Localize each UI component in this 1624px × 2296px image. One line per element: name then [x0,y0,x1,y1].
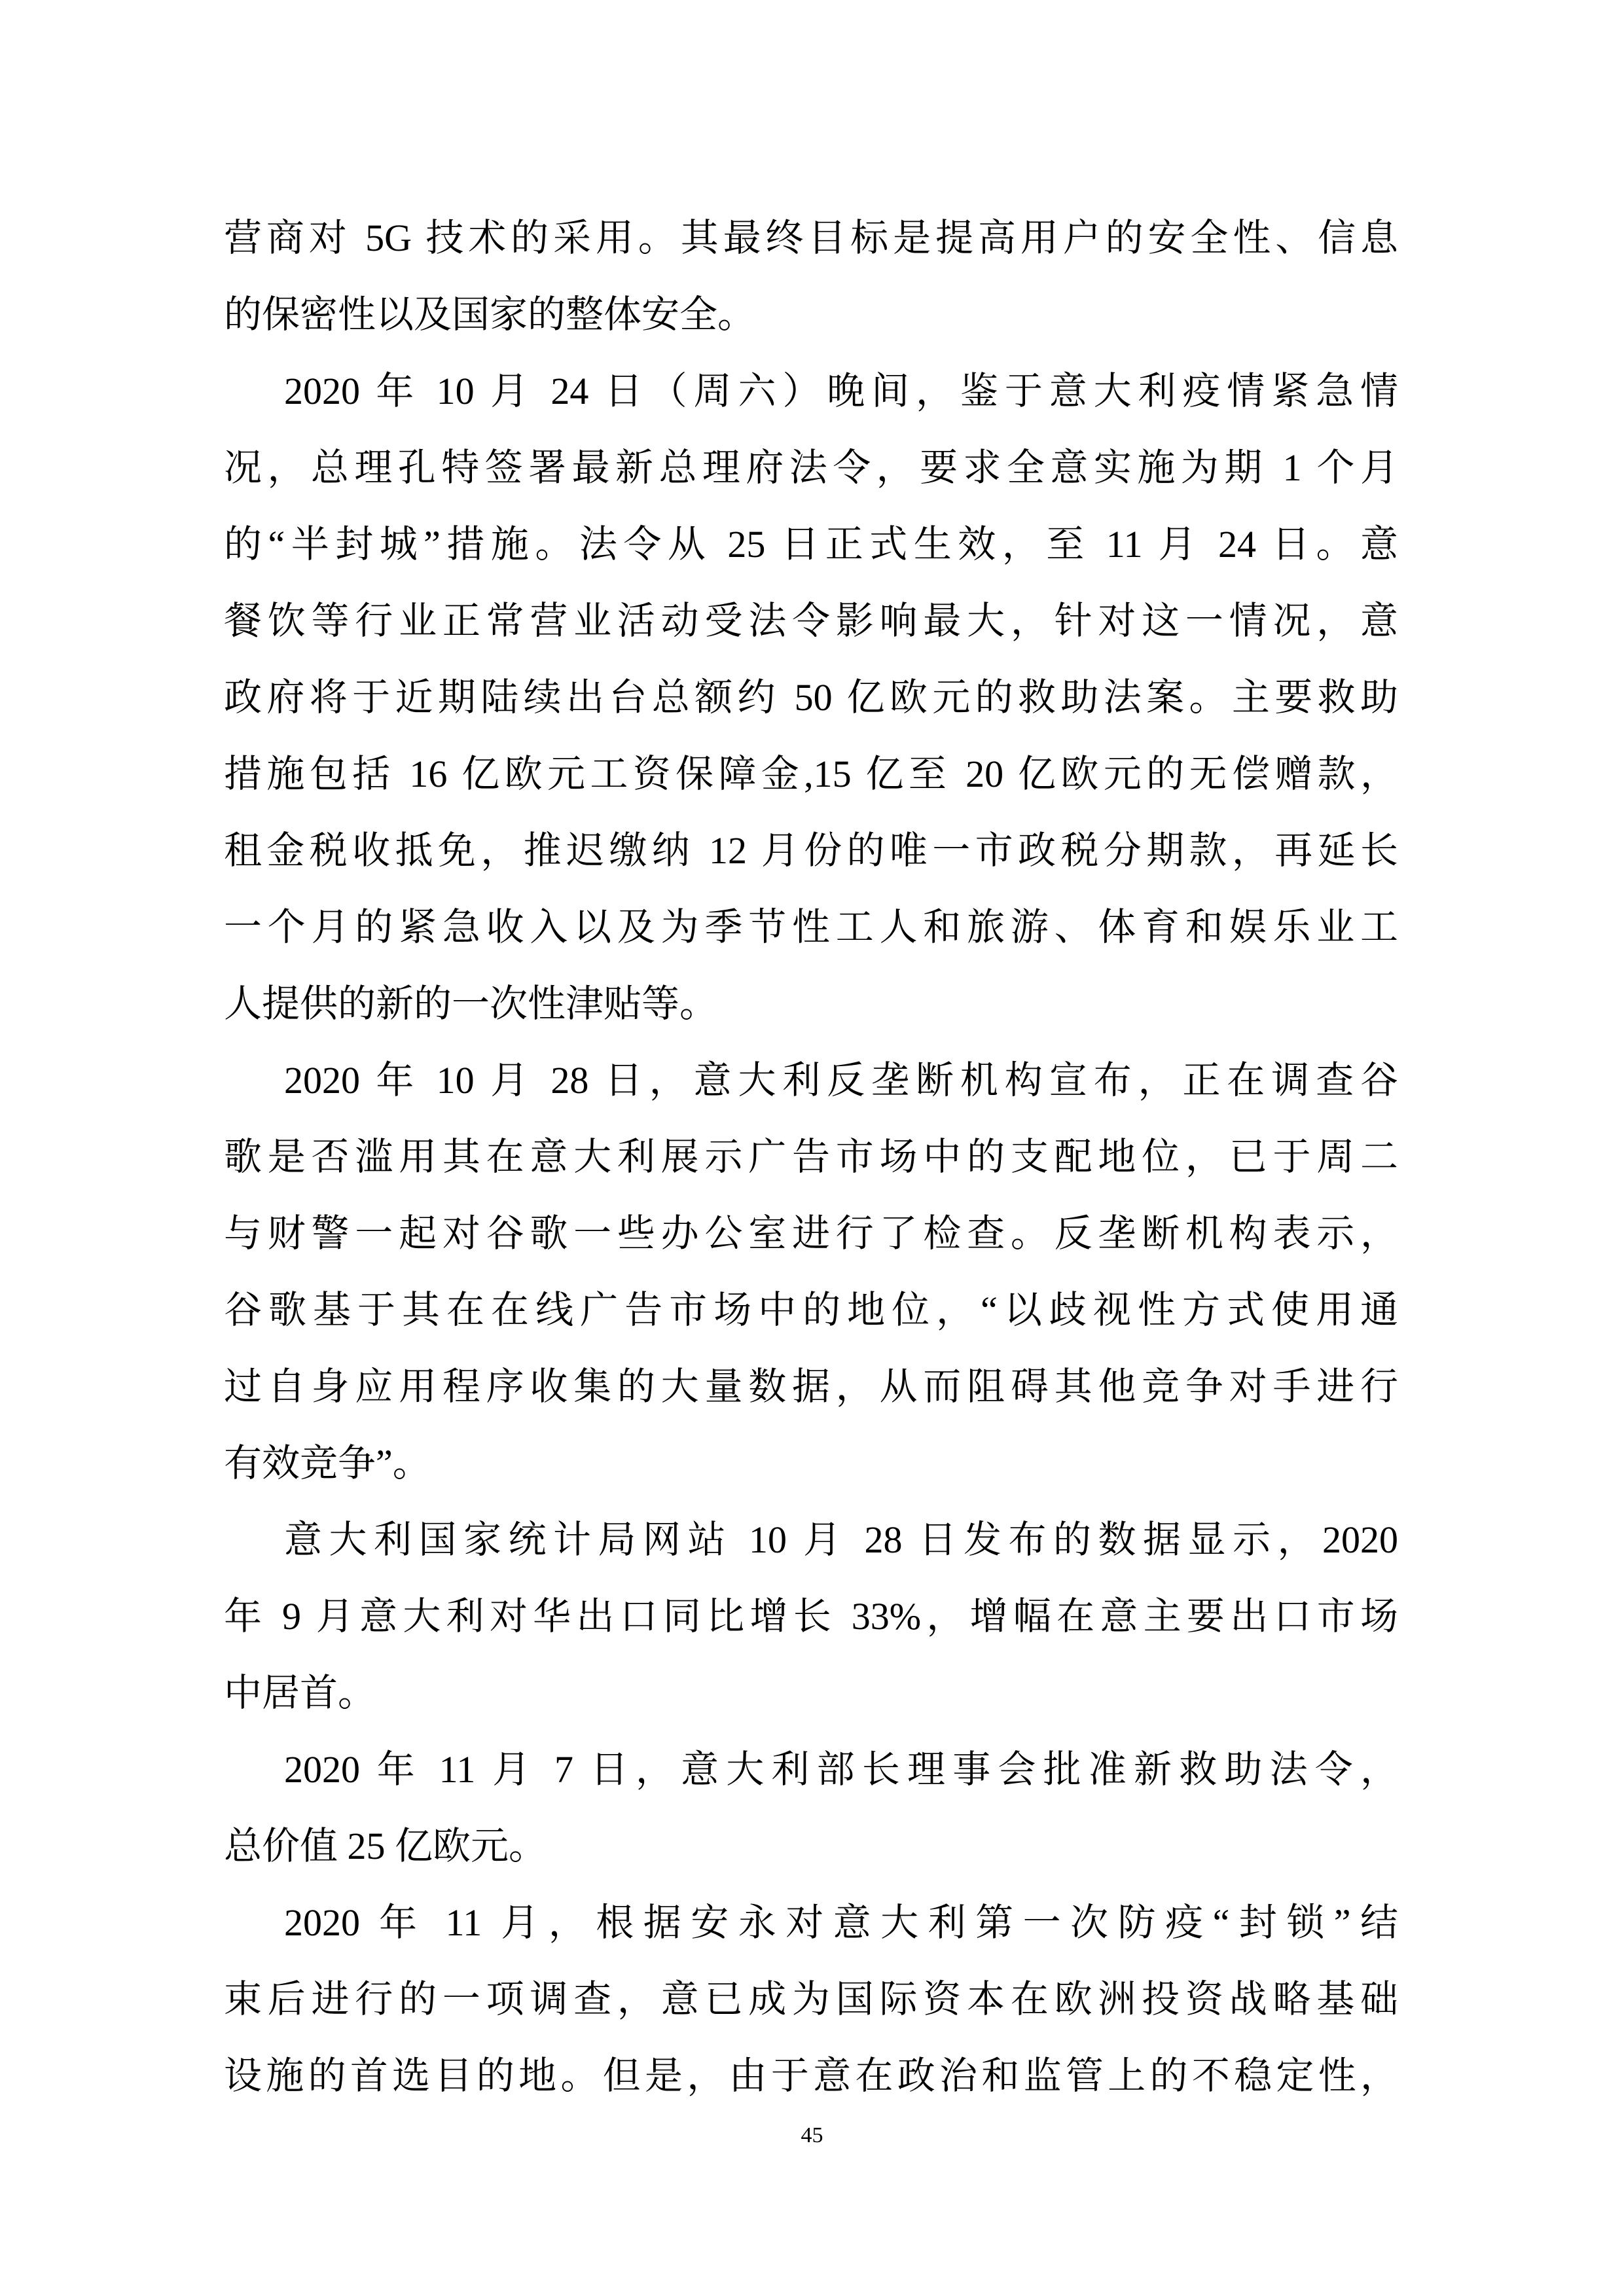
text-line: 与财警一起对谷歌一些办公室进行了检查。反垄断机构表示， [224,1212,1398,1255]
text-line: 人提供的新的一次性津贴等。 [224,982,718,1025]
text-line: 2020 年 10 月 24 日（周六）晚间，鉴于意大利疫情紧急情 [284,370,1398,412]
text-line: 年 9 月意大利对华出口同比增长 33%，增幅在意主要出口市场 [224,1595,1398,1638]
text-line: 2020 年 11 月，根据安永对意大利第一次防疫“封锁”结 [284,1901,1398,1944]
text-line: 的保密性以及国家的整体安全。 [224,293,756,336]
text-line: 餐饮等行业正常营业活动受法令影响最大，针对这一情况，意 [224,600,1398,642]
text-line: 2020 年 11 月 7 日，意大利部长理事会批准新救助法令， [284,1748,1398,1791]
text-line: 租金税收抵免，推迟缴纳 12 月份的唯一市政税分期款，再延长 [224,829,1398,872]
text-line: 束后进行的一项调查，意已成为国际资本在欧洲投资战略基础 [224,1978,1398,2020]
text-line: 中居首。 [224,1672,376,1714]
text-line: 总价值 25 亿欧元。 [224,1825,547,1867]
text-line: 2020 年 10 月 28 日，意大利反垄断机构宣布，正在调查谷 [284,1059,1398,1102]
page-number: 45 [801,2123,823,2147]
text-line: 过自身应用程序收集的大量数据，从而阻碍其他竞争对手进行 [224,1365,1398,1408]
text-line: 歌是否滥用其在意大利展示广告市场中的支配地位，已于周二 [224,1136,1398,1178]
text-line: 措施包括 16 亿欧元工资保障金,15 亿至 20 亿欧元的无偿赠款， [224,753,1398,795]
text-line: 政府将于近期陆续出台总额约 50 亿欧元的救助法案。主要救助 [224,676,1398,719]
text-line: 一个月的紧急收入以及为季节性工人和旅游、体育和娱乐业工 [224,906,1398,948]
text-line: 况，总理孔特签署最新总理府法令，要求全意实施为期 1 个月 [224,446,1398,489]
text-body [224,200,1398,2114]
text-line: 有效竞争”。 [224,1442,431,1484]
text-line: 意大利国家统计局网站 10 月 28 日发布的数据显示，2020 [284,1518,1398,1561]
text-line: 设施的首选目的地。但是，由于意在政治和监管上的不稳定性， [224,2054,1398,2097]
text-line: 的“半封城”措施。法令从 25 日正式生效，至 11 月 24 日。意 [224,523,1398,565]
text-line: 营商对 5G 技术的采用。其最终目标是提高用户的安全性、信息 [224,217,1398,259]
text-line: 谷歌基于其在在线广告市场中的地位，“以歧视性方式使用通 [224,1289,1398,1331]
